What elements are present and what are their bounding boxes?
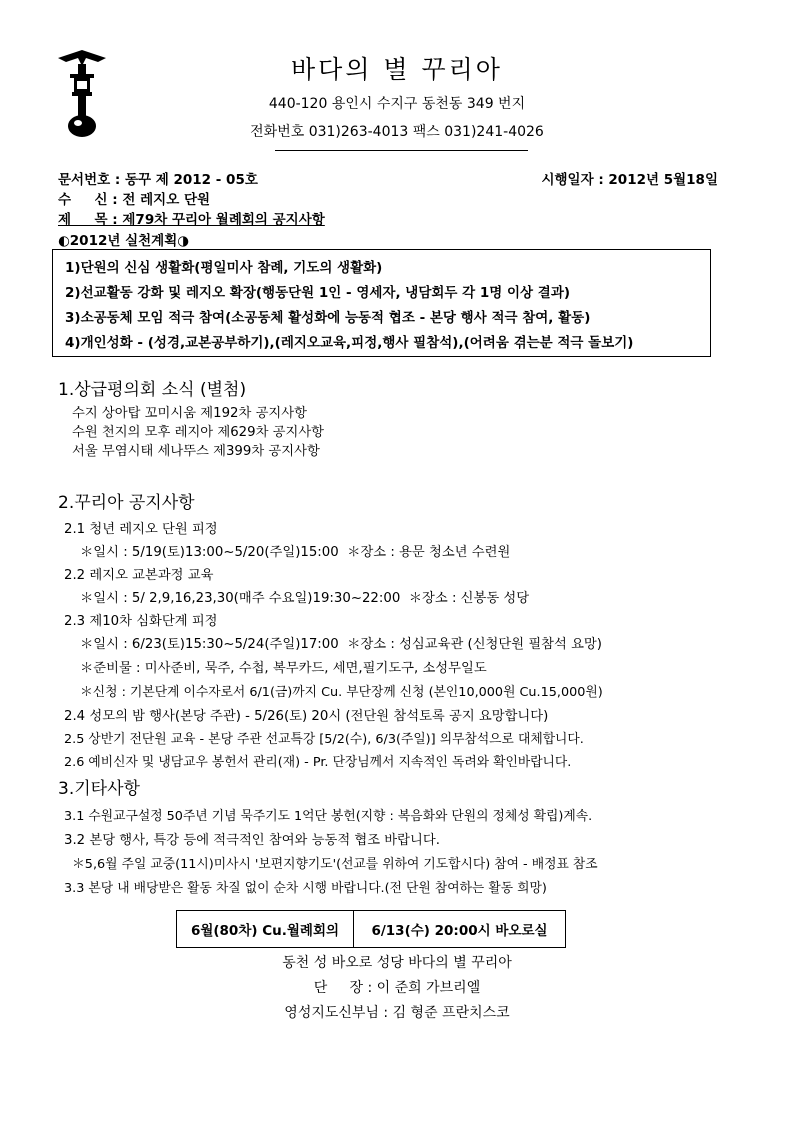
meeting-label: 6월(80차) Cu.월례회의 xyxy=(177,911,354,947)
section2-title: 2.꾸리아 공지사항 xyxy=(58,493,195,513)
org-phone: 전화번호 031)263-4013 팩스 031)241-4026 xyxy=(250,124,544,140)
section1-item: 수원 천지의 모후 레지아 제629차 공지사항 xyxy=(72,425,325,440)
section2-line: 2.2 레지오 교본과정 교육 xyxy=(64,568,214,583)
president-name: 단 장 : 이 준희 가브리엘 xyxy=(313,980,481,996)
header-divider xyxy=(275,150,528,151)
section2-line: 2.6 예비신자 및 냉담교우 봉헌서 관리(재) - Pr. 단장님께서 지속적인 독려와 확인바랍니다. xyxy=(64,755,572,770)
section2-line: 2.1 청년 레지오 단원 피정 xyxy=(64,522,218,537)
plan-item: 3)소공동체 모임 적극 참여(소공동체 활성화에 능동적 협조 - 본당 행사 적극 참여, 활동) xyxy=(65,310,591,326)
plan-box xyxy=(52,249,711,357)
plan-title: ◐2012년 실천계획◑ xyxy=(58,233,190,249)
section2-line: ＊준비물 : 미사준비, 묵주, 수첩, 복무카드, 세면,필기도구, 소성무일도 xyxy=(80,661,487,676)
section2-line: ＊일시 : 6/23(토)15:30~5/24(주일)17:00 ＊장소 : 성심교육관 (신청단원 필참석 요망) xyxy=(80,637,602,652)
parish-name: 동천 성 바오로 성당 바다의 별 꾸리아 xyxy=(282,955,512,971)
section2-line: ＊일시 : 5/19(토)13:00~5/20(주일)15:00 ＊장소 : 용문 청소년 수련원 xyxy=(80,545,511,560)
recipient: 수 신 : 전 레지오 단원 xyxy=(58,192,211,208)
subject: 제 목 : 제79차 꾸리아 월례회의 공지사항 xyxy=(58,212,325,228)
section2-line: 2.4 성모의 밤 행사(본당 주관) - 5/26(토) 20시 (전단원 참석토록 공지 요망합니다) xyxy=(64,709,549,724)
section3-title: 3.기타사항 xyxy=(58,779,140,799)
plan-item: 4)개인성화 - (성경,교본공부하기),(레지오교육,피정,행사 필참석),(어려움 겪는분 적극 돌보기) xyxy=(65,335,634,351)
section2-line: ＊일시 : 5/ 2,9,16,23,30(매주 수요일)19:30~22:00 ＊장소 : 신봉동 성당 xyxy=(80,591,530,606)
section1-title: 1.상급평의회 소식 (별첨) xyxy=(58,380,247,400)
plan-item: 2)선교활동 강화 및 레지오 확장(행동단원 1인 - 영세자, 냉담회두 각 1명 이상 결과) xyxy=(65,285,571,301)
section1-item: 서울 무염시태 세나뚜스 제399차 공지사항 xyxy=(72,444,320,459)
section1-item: 수지 상아탑 꼬미시움 제192차 공지사항 xyxy=(72,406,307,421)
section3-line: 3.3 본당 내 배당받은 활동 차질 없이 순차 시행 바랍니다.(전 단원 참여하는 활동 희망) xyxy=(64,881,547,896)
section3-line: 3.1 수원교구설정 50주년 기념 묵주기도 1억단 봉헌(지향 : 복음화와 단원의 정체성 확립)계속. xyxy=(64,809,593,824)
spiritual-director: 영성지도신부님 : 김 형준 프란치스코 xyxy=(284,1005,510,1021)
org-title: 바다의 별 꾸리아 xyxy=(291,55,503,84)
doc-number: 문서번호 : 동꾸 제 2012 - 05호 xyxy=(58,172,258,188)
section2-line: 2.3 제10차 심화단계 피정 xyxy=(64,614,218,629)
section3-line: ＊5,6월 주일 교중(11시)미사시 '보편지향기도'(선교를 위하여 기도합시다) 참여 - 배정표 참조 xyxy=(72,857,598,872)
meeting-info-box xyxy=(176,910,566,948)
org-address: 440-120 용인시 수지구 동천동 349 번지 xyxy=(268,96,526,112)
meeting-time: 6/13(수) 20:00시 바오로실 xyxy=(371,923,548,939)
issue-date: 시행일자 : 2012년 5월18일 xyxy=(541,172,718,188)
section2-line: 2.5 상반기 전단원 교육 - 본당 주관 선교특강 [5/2(수), 6/3(주일)] 의무참석으로 대체합니다. xyxy=(64,732,584,747)
plan-item: 1)단원의 신심 생활화(평일미사 참례, 기도의 생활화) xyxy=(65,260,383,276)
section2-line: ＊신청 : 기본단계 이수자로서 6/1(금)까지 Cu. 부단장께 신청 (본인10,000원 Cu.15,000원) xyxy=(80,685,603,700)
section3-line: 3.2 본당 행사, 특강 등에 적극적인 참여와 능동적 협조 바랍니다. xyxy=(64,833,440,848)
